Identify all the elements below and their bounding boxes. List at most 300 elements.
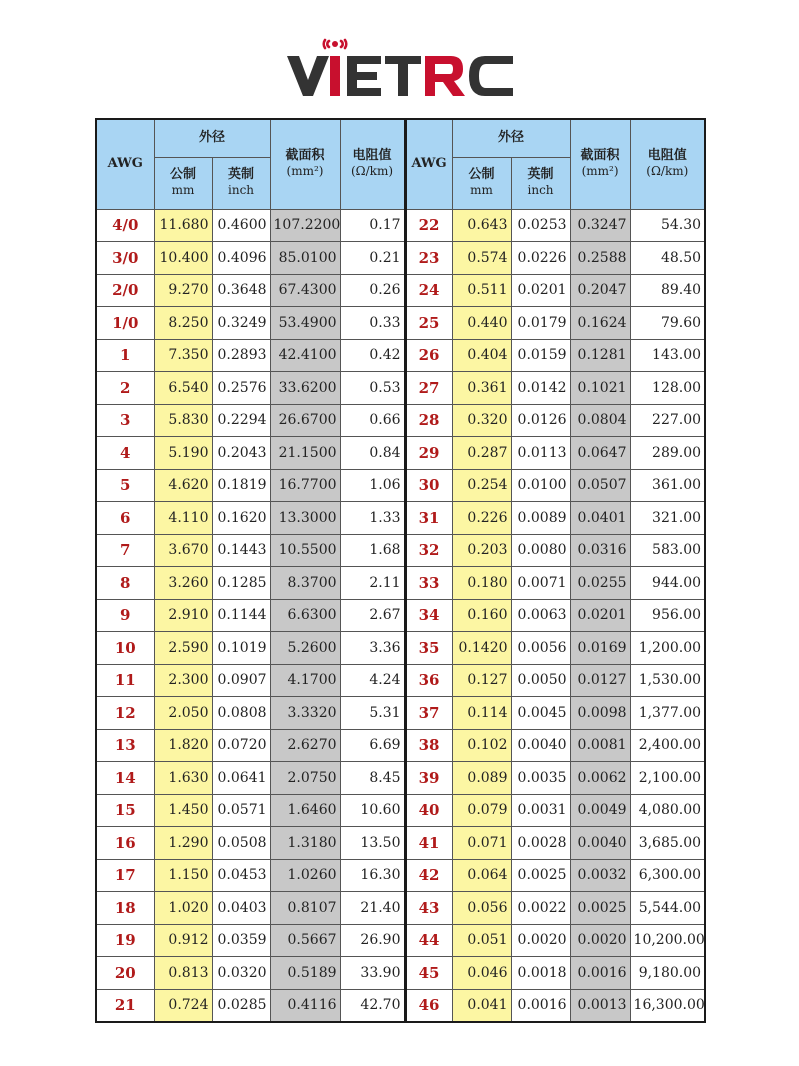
right-res-cell: 128.00 <box>630 372 705 405</box>
right-area-cell: 0.0507 <box>570 469 630 502</box>
right-inch-cell: 0.0201 <box>511 274 570 307</box>
right-area-cell: 0.0032 <box>570 859 630 892</box>
left-mm-cell: 2.050 <box>154 697 212 730</box>
left-area-cell: 13.3000 <box>270 502 340 535</box>
awg-wire-table <box>95 118 706 1023</box>
left-mm-cell: 0.724 <box>154 989 212 1022</box>
right-mm-cell: 0.511 <box>452 274 511 307</box>
left-area-cell: 6.6300 <box>270 599 340 632</box>
right-inch-cell: 0.0056 <box>511 632 570 665</box>
right-awg-cell: 33 <box>405 567 452 600</box>
header-resistance-left <box>340 119 405 209</box>
header-metric-left <box>154 157 212 209</box>
left-inch-cell: 0.0720 <box>212 729 270 762</box>
table-row <box>96 664 705 697</box>
right-inch-cell: 0.0031 <box>511 794 570 827</box>
right-res-cell: 89.40 <box>630 274 705 307</box>
left-area-cell: 33.6200 <box>270 372 340 405</box>
left-awg-cell: 17 <box>96 859 154 892</box>
left-area-cell: 1.3180 <box>270 827 340 860</box>
right-area-cell: 0.1021 <box>570 372 630 405</box>
header-resistance-right <box>630 119 705 209</box>
table-row <box>96 209 705 242</box>
left-mm-cell: 3.670 <box>154 534 212 567</box>
header-imperial-left-unit: inch <box>228 183 255 197</box>
left-inch-cell: 0.0453 <box>212 859 270 892</box>
right-res-cell: 361.00 <box>630 469 705 502</box>
left-res-cell: 4.24 <box>340 664 405 697</box>
right-awg-cell: 41 <box>405 827 452 860</box>
left-awg-cell: 7 <box>96 534 154 567</box>
awg-table-container <box>95 118 704 1023</box>
right-area-cell: 0.0025 <box>570 892 630 925</box>
left-inch-cell: 0.2576 <box>212 372 270 405</box>
right-inch-cell: 0.0018 <box>511 957 570 990</box>
left-area-cell: 16.7700 <box>270 469 340 502</box>
header-awg-right: AWG <box>405 119 452 209</box>
right-res-cell: 944.00 <box>630 567 705 600</box>
right-mm-cell: 0.064 <box>452 859 511 892</box>
right-awg-cell: 39 <box>405 762 452 795</box>
left-mm-cell: 1.820 <box>154 729 212 762</box>
left-area-cell: 3.3320 <box>270 697 340 730</box>
right-inch-cell: 0.0089 <box>511 502 570 535</box>
left-area-cell: 10.5500 <box>270 534 340 567</box>
right-res-cell: 6,300.00 <box>630 859 705 892</box>
right-area-cell: 0.0040 <box>570 827 630 860</box>
right-res-cell: 1,377.00 <box>630 697 705 730</box>
right-mm-cell: 0.114 <box>452 697 511 730</box>
right-inch-cell: 0.0226 <box>511 242 570 275</box>
left-mm-cell: 1.630 <box>154 762 212 795</box>
right-mm-cell: 0.361 <box>452 372 511 405</box>
right-mm-cell: 0.089 <box>452 762 511 795</box>
right-awg-cell: 34 <box>405 599 452 632</box>
right-area-cell: 0.0804 <box>570 404 630 437</box>
left-inch-cell: 0.1285 <box>212 567 270 600</box>
left-mm-cell: 0.912 <box>154 924 212 957</box>
table-row <box>96 697 705 730</box>
right-inch-cell: 0.0126 <box>511 404 570 437</box>
right-area-cell: 0.0062 <box>570 762 630 795</box>
header-imperial-right-text: 英制 <box>527 166 554 182</box>
header-resistance-right-unit: (Ω/km) <box>646 164 689 179</box>
header-metric-left-unit: mm <box>171 183 195 197</box>
table-row <box>96 567 705 600</box>
left-awg-cell: 2/0 <box>96 274 154 307</box>
left-awg-cell: 4/0 <box>96 209 154 242</box>
table-row <box>96 534 705 567</box>
table-row <box>96 274 705 307</box>
left-awg-cell: 3/0 <box>96 242 154 275</box>
left-inch-cell: 0.1620 <box>212 502 270 535</box>
table-row <box>96 242 705 275</box>
right-area-cell: 0.0201 <box>570 599 630 632</box>
left-mm-cell: 1.150 <box>154 859 212 892</box>
left-inch-cell: 0.2294 <box>212 404 270 437</box>
right-awg-cell: 27 <box>405 372 452 405</box>
right-res-cell: 227.00 <box>630 404 705 437</box>
right-area-cell: 0.1281 <box>570 339 630 372</box>
right-awg-cell: 43 <box>405 892 452 925</box>
header-imperial-left-text: 英制 <box>228 166 255 182</box>
header-outer-dia-left-text: 外径 <box>199 130 226 146</box>
left-area-cell: 0.8107 <box>270 892 340 925</box>
right-inch-cell: 0.0022 <box>511 892 570 925</box>
left-res-cell: 26.90 <box>340 924 405 957</box>
left-res-cell: 8.45 <box>340 762 405 795</box>
right-awg-cell: 42 <box>405 859 452 892</box>
table-row <box>96 957 705 990</box>
table-row <box>96 924 705 957</box>
left-awg-cell: 18 <box>96 892 154 925</box>
left-inch-cell: 0.1819 <box>212 469 270 502</box>
right-mm-cell: 0.203 <box>452 534 511 567</box>
right-awg-cell: 38 <box>405 729 452 762</box>
left-area-cell: 26.6700 <box>270 404 340 437</box>
left-mm-cell: 7.350 <box>154 339 212 372</box>
left-res-cell: 1.33 <box>340 502 405 535</box>
left-area-cell: 1.0260 <box>270 859 340 892</box>
header-outer-dia-right-text: 外径 <box>498 130 525 146</box>
left-awg-cell: 2 <box>96 372 154 405</box>
left-area-cell: 2.0750 <box>270 762 340 795</box>
right-awg-cell: 26 <box>405 339 452 372</box>
left-inch-cell: 0.0907 <box>212 664 270 697</box>
left-awg-cell: 16 <box>96 827 154 860</box>
left-inch-cell: 0.1144 <box>212 599 270 632</box>
right-res-cell: 2,400.00 <box>630 729 705 762</box>
header-area-right <box>570 119 630 209</box>
right-area-cell: 0.0127 <box>570 664 630 697</box>
right-awg-cell: 22 <box>405 209 452 242</box>
right-res-cell: 143.00 <box>630 339 705 372</box>
right-area-cell: 0.0013 <box>570 989 630 1022</box>
right-area-cell: 0.0049 <box>570 794 630 827</box>
left-mm-cell: 4.110 <box>154 502 212 535</box>
table-row <box>96 469 705 502</box>
right-res-cell: 10,200.00 <box>630 924 705 957</box>
right-area-cell: 0.2047 <box>570 274 630 307</box>
right-awg-cell: 31 <box>405 502 452 535</box>
right-inch-cell: 0.0113 <box>511 437 570 470</box>
right-mm-cell: 0.1420 <box>452 632 511 665</box>
left-area-cell: 4.1700 <box>270 664 340 697</box>
left-awg-cell: 1/0 <box>96 307 154 340</box>
right-inch-cell: 0.0063 <box>511 599 570 632</box>
left-res-cell: 0.42 <box>340 339 405 372</box>
left-mm-cell: 1.290 <box>154 827 212 860</box>
right-mm-cell: 0.102 <box>452 729 511 762</box>
header-imperial-left <box>212 157 270 209</box>
right-mm-cell: 0.041 <box>452 989 511 1022</box>
right-awg-cell: 36 <box>405 664 452 697</box>
right-inch-cell: 0.0045 <box>511 697 570 730</box>
left-inch-cell: 0.0641 <box>212 762 270 795</box>
right-res-cell: 79.60 <box>630 307 705 340</box>
right-inch-cell: 0.0035 <box>511 762 570 795</box>
left-inch-cell: 0.0359 <box>212 924 270 957</box>
right-mm-cell: 0.643 <box>452 209 511 242</box>
table-row <box>96 892 705 925</box>
right-area-cell: 0.0255 <box>570 567 630 600</box>
right-area-cell: 0.0016 <box>570 957 630 990</box>
header-area-left-unit: (mm²) <box>286 164 324 179</box>
right-inch-cell: 0.0100 <box>511 469 570 502</box>
left-area-cell: 2.6270 <box>270 729 340 762</box>
left-mm-cell: 10.400 <box>154 242 212 275</box>
right-inch-cell: 0.0080 <box>511 534 570 567</box>
table-row <box>96 599 705 632</box>
left-awg-cell: 15 <box>96 794 154 827</box>
right-mm-cell: 0.287 <box>452 437 511 470</box>
right-res-cell: 321.00 <box>630 502 705 535</box>
left-mm-cell: 0.813 <box>154 957 212 990</box>
table-row <box>96 437 705 470</box>
left-inch-cell: 0.0403 <box>212 892 270 925</box>
right-awg-cell: 46 <box>405 989 452 1022</box>
table-row <box>96 729 705 762</box>
left-res-cell: 5.31 <box>340 697 405 730</box>
right-mm-cell: 0.046 <box>452 957 511 990</box>
left-res-cell: 6.69 <box>340 729 405 762</box>
right-awg-cell: 28 <box>405 404 452 437</box>
right-inch-cell: 0.0025 <box>511 859 570 892</box>
table-row <box>96 404 705 437</box>
right-inch-cell: 0.0040 <box>511 729 570 762</box>
left-mm-cell: 2.300 <box>154 664 212 697</box>
right-res-cell: 5,544.00 <box>630 892 705 925</box>
left-awg-cell: 9 <box>96 599 154 632</box>
left-awg-cell: 14 <box>96 762 154 795</box>
left-res-cell: 42.70 <box>340 989 405 1022</box>
left-area-cell: 67.4300 <box>270 274 340 307</box>
right-area-cell: 0.2588 <box>570 242 630 275</box>
table-row <box>96 339 705 372</box>
right-area-cell: 0.0169 <box>570 632 630 665</box>
left-area-cell: 0.4116 <box>270 989 340 1022</box>
left-mm-cell: 11.680 <box>154 209 212 242</box>
left-awg-cell: 6 <box>96 502 154 535</box>
left-res-cell: 0.66 <box>340 404 405 437</box>
right-awg-cell: 40 <box>405 794 452 827</box>
right-awg-cell: 35 <box>405 632 452 665</box>
left-inch-cell: 0.0285 <box>212 989 270 1022</box>
left-res-cell: 1.06 <box>340 469 405 502</box>
right-mm-cell: 0.160 <box>452 599 511 632</box>
left-area-cell: 21.1500 <box>270 437 340 470</box>
left-inch-cell: 0.0808 <box>212 697 270 730</box>
left-awg-cell: 13 <box>96 729 154 762</box>
left-res-cell: 0.53 <box>340 372 405 405</box>
left-awg-cell: 10 <box>96 632 154 665</box>
right-res-cell: 16,300.00 <box>630 989 705 1022</box>
left-mm-cell: 5.190 <box>154 437 212 470</box>
right-res-cell: 3,685.00 <box>630 827 705 860</box>
left-res-cell: 2.67 <box>340 599 405 632</box>
right-awg-cell: 37 <box>405 697 452 730</box>
left-mm-cell: 4.620 <box>154 469 212 502</box>
left-inch-cell: 0.3249 <box>212 307 270 340</box>
table-row <box>96 632 705 665</box>
left-area-cell: 8.3700 <box>270 567 340 600</box>
right-res-cell: 289.00 <box>630 437 705 470</box>
left-area-cell: 5.2600 <box>270 632 340 665</box>
left-area-cell: 53.4900 <box>270 307 340 340</box>
table-row <box>96 989 705 1022</box>
left-awg-cell: 21 <box>96 989 154 1022</box>
right-area-cell: 0.1624 <box>570 307 630 340</box>
right-awg-cell: 23 <box>405 242 452 275</box>
right-inch-cell: 0.0253 <box>511 209 570 242</box>
left-awg-cell: 20 <box>96 957 154 990</box>
left-res-cell: 0.21 <box>340 242 405 275</box>
right-mm-cell: 0.127 <box>452 664 511 697</box>
left-area-cell: 0.5189 <box>270 957 340 990</box>
left-inch-cell: 0.0320 <box>212 957 270 990</box>
right-awg-cell: 44 <box>405 924 452 957</box>
right-awg-cell: 32 <box>405 534 452 567</box>
left-awg-cell: 11 <box>96 664 154 697</box>
right-res-cell: 9,180.00 <box>630 957 705 990</box>
left-inch-cell: 0.0508 <box>212 827 270 860</box>
header-metric-right <box>452 157 511 209</box>
left-mm-cell: 2.590 <box>154 632 212 665</box>
left-mm-cell: 8.250 <box>154 307 212 340</box>
right-inch-cell: 0.0016 <box>511 989 570 1022</box>
left-area-cell: 1.6460 <box>270 794 340 827</box>
table-row <box>96 794 705 827</box>
left-inch-cell: 0.1443 <box>212 534 270 567</box>
table-row <box>96 827 705 860</box>
left-area-cell: 107.2200 <box>270 209 340 242</box>
right-res-cell: 956.00 <box>630 599 705 632</box>
header-metric-right-text: 公制 <box>468 166 495 182</box>
left-res-cell: 0.84 <box>340 437 405 470</box>
left-area-cell: 42.4100 <box>270 339 340 372</box>
right-inch-cell: 0.0159 <box>511 339 570 372</box>
left-mm-cell: 5.830 <box>154 404 212 437</box>
header-resistance-left-unit: (Ω/km) <box>351 164 394 179</box>
left-awg-cell: 4 <box>96 437 154 470</box>
left-res-cell: 3.36 <box>340 632 405 665</box>
right-mm-cell: 0.056 <box>452 892 511 925</box>
right-res-cell: 48.50 <box>630 242 705 275</box>
left-inch-cell: 0.0571 <box>212 794 270 827</box>
left-inch-cell: 0.4600 <box>212 209 270 242</box>
right-res-cell: 583.00 <box>630 534 705 567</box>
right-mm-cell: 0.071 <box>452 827 511 860</box>
left-inch-cell: 0.1019 <box>212 632 270 665</box>
header-resistance-left-text: 电阻值 <box>352 148 392 163</box>
left-res-cell: 2.11 <box>340 567 405 600</box>
left-mm-cell: 2.910 <box>154 599 212 632</box>
table-row <box>96 859 705 892</box>
left-res-cell: 0.33 <box>340 307 405 340</box>
table-row <box>96 502 705 535</box>
left-mm-cell: 1.020 <box>154 892 212 925</box>
left-awg-cell: 1 <box>96 339 154 372</box>
left-area-cell: 85.0100 <box>270 242 340 275</box>
right-mm-cell: 0.051 <box>452 924 511 957</box>
right-mm-cell: 0.079 <box>452 794 511 827</box>
header-awg-left: AWG <box>96 119 154 209</box>
right-mm-cell: 0.226 <box>452 502 511 535</box>
table-row <box>96 762 705 795</box>
left-awg-cell: 8 <box>96 567 154 600</box>
header-metric-left-text: 公制 <box>169 166 196 182</box>
right-res-cell: 1,200.00 <box>630 632 705 665</box>
right-area-cell: 0.3247 <box>570 209 630 242</box>
right-inch-cell: 0.0142 <box>511 372 570 405</box>
right-mm-cell: 0.180 <box>452 567 511 600</box>
left-inch-cell: 0.3648 <box>212 274 270 307</box>
left-mm-cell: 9.270 <box>154 274 212 307</box>
right-res-cell: 1,530.00 <box>630 664 705 697</box>
right-mm-cell: 0.440 <box>452 307 511 340</box>
right-mm-cell: 0.320 <box>452 404 511 437</box>
right-area-cell: 0.0020 <box>570 924 630 957</box>
right-awg-cell: 29 <box>405 437 452 470</box>
right-awg-cell: 25 <box>405 307 452 340</box>
right-inch-cell: 0.0020 <box>511 924 570 957</box>
left-res-cell: 10.60 <box>340 794 405 827</box>
header-area-right-text: 截面积 <box>580 148 620 163</box>
table-row <box>96 372 705 405</box>
left-inch-cell: 0.2043 <box>212 437 270 470</box>
header-resistance-right-text: 电阻值 <box>647 148 687 163</box>
vietrc-logo <box>285 38 517 100</box>
left-res-cell: 21.40 <box>340 892 405 925</box>
header-outer-dia-right <box>452 119 570 157</box>
right-res-cell: 54.30 <box>630 209 705 242</box>
left-res-cell: 0.17 <box>340 209 405 242</box>
left-awg-cell: 12 <box>96 697 154 730</box>
header-imperial-right-unit: inch <box>527 183 554 197</box>
right-inch-cell: 0.0028 <box>511 827 570 860</box>
header-area-left <box>270 119 340 209</box>
header-outer-dia-left <box>154 119 270 157</box>
right-inch-cell: 0.0050 <box>511 664 570 697</box>
right-res-cell: 4,080.00 <box>630 794 705 827</box>
right-awg-cell: 45 <box>405 957 452 990</box>
left-awg-cell: 19 <box>96 924 154 957</box>
header-imperial-right <box>511 157 570 209</box>
right-area-cell: 0.0401 <box>570 502 630 535</box>
right-inch-cell: 0.0071 <box>511 567 570 600</box>
right-area-cell: 0.0081 <box>570 729 630 762</box>
right-area-cell: 0.0647 <box>570 437 630 470</box>
left-awg-cell: 5 <box>96 469 154 502</box>
header-metric-right-unit: mm <box>470 183 493 197</box>
left-res-cell: 1.68 <box>340 534 405 567</box>
right-mm-cell: 0.574 <box>452 242 511 275</box>
right-res-cell: 2,100.00 <box>630 762 705 795</box>
header-area-left-text: 截面积 <box>285 148 325 163</box>
left-mm-cell: 1.450 <box>154 794 212 827</box>
left-area-cell: 0.5667 <box>270 924 340 957</box>
right-awg-cell: 30 <box>405 469 452 502</box>
right-awg-cell: 24 <box>405 274 452 307</box>
right-area-cell: 0.0098 <box>570 697 630 730</box>
left-res-cell: 13.50 <box>340 827 405 860</box>
right-mm-cell: 0.404 <box>452 339 511 372</box>
left-inch-cell: 0.4096 <box>212 242 270 275</box>
right-mm-cell: 0.254 <box>452 469 511 502</box>
left-res-cell: 16.30 <box>340 859 405 892</box>
table-row <box>96 307 705 340</box>
left-mm-cell: 6.540 <box>154 372 212 405</box>
